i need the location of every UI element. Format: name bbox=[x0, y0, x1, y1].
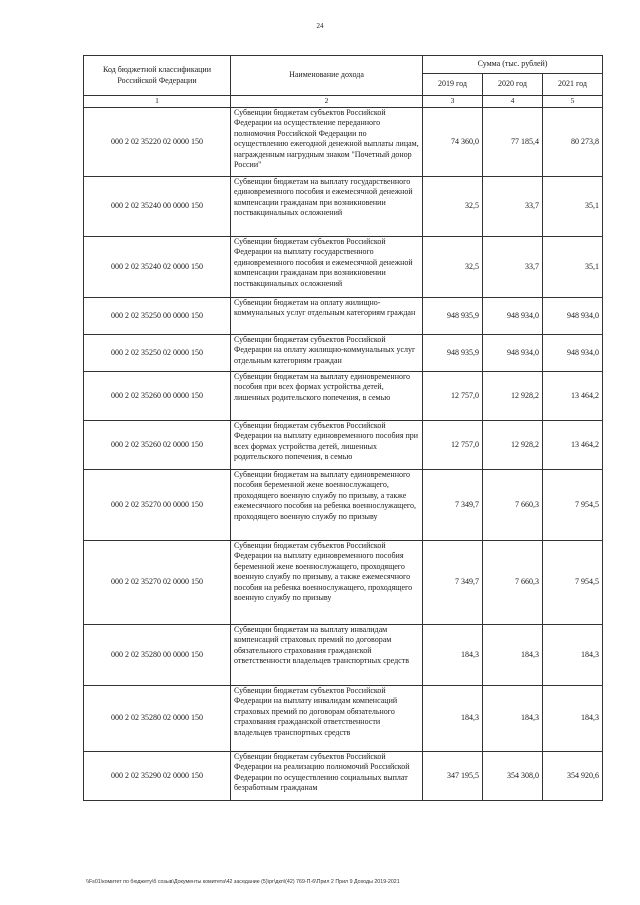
amount-2020: 7 660,3 bbox=[483, 470, 543, 541]
revenue-name: Субвенции бюджетам субъектов Российской Федерации на оплату жилищно-коммунальных услуг отдельным категориям граждан bbox=[231, 335, 423, 372]
amount-2020: 12 928,2 bbox=[483, 372, 543, 421]
amount-2021: 7 954,5 bbox=[543, 470, 603, 541]
column-number: 5 bbox=[543, 96, 603, 108]
page-number: 24 bbox=[316, 22, 324, 30]
revenue-name: Субвенции бюджетам субъектов Российской Федерации на осуществление переданного полномочия Российской Федерации по осуществлению ежегодной денежной выплаты лицам, награжденным нагрудным знаком "Почетный донор России" bbox=[231, 108, 423, 177]
year-2020-header: 2020 год bbox=[483, 74, 543, 96]
amount-2020: 184,3 bbox=[483, 686, 543, 752]
amount-2020: 33,7 bbox=[483, 177, 543, 237]
column-number: 1 bbox=[84, 96, 231, 108]
classification-code: 000 2 02 35250 02 0000 150 bbox=[84, 335, 231, 372]
amount-2019: 347 195,5 bbox=[423, 752, 483, 801]
classification-code: 000 2 02 35290 02 0000 150 bbox=[84, 752, 231, 801]
revenue-name: Субвенции бюджетам на выплату единовременного пособия беременной жене военнослужащего, проходящего военную службу по призыву, а также ежемесячного пособия на ребенка военнослужащего, проходящего военную службу по призыву bbox=[231, 470, 423, 541]
amount-2020: 948 934,0 bbox=[483, 335, 543, 372]
classification-code: 000 2 02 35260 00 0000 150 bbox=[84, 372, 231, 421]
amount-2021: 948 934,0 bbox=[543, 298, 603, 335]
classification-code: 000 2 02 35240 00 0000 150 bbox=[84, 177, 231, 237]
revenue-name: Субвенции бюджетам субъектов Российской Федерации на выплату единовременного пособия при всех формах устройства детей, лишенных родительского попечения, в семью bbox=[231, 421, 423, 470]
column-number: 4 bbox=[483, 96, 543, 108]
amount-2020: 948 934,0 bbox=[483, 298, 543, 335]
amount-2021: 35,1 bbox=[543, 177, 603, 237]
amount-2021: 948 934,0 bbox=[543, 335, 603, 372]
column-number: 3 bbox=[423, 96, 483, 108]
amount-2019: 948 935,9 bbox=[423, 335, 483, 372]
amount-2020: 33,7 bbox=[483, 237, 543, 298]
classification-code: 000 2 02 35280 02 0000 150 bbox=[84, 686, 231, 752]
classification-code: 000 2 02 35240 02 0000 150 bbox=[84, 237, 231, 298]
revenue-name: Субвенции бюджетам на выплату государственного единовременного пособия и ежемесячной денежной компенсации гражданам при возникновении поствакцинальных осложнений bbox=[231, 177, 423, 237]
revenue-name: Субвенции бюджетам на выплату инвалидам компенсаций страховых премий по договорам обязательного страхования гражданской ответственности владельцев транспортных средств bbox=[231, 625, 423, 686]
amount-2019: 184,3 bbox=[423, 686, 483, 752]
table-row bbox=[84, 298, 603, 335]
table-row bbox=[84, 372, 603, 421]
amount-2019: 7 349,7 bbox=[423, 470, 483, 541]
year-2019-header: 2019 год bbox=[423, 74, 483, 96]
amount-2020: 77 185,4 bbox=[483, 108, 543, 177]
code-column-header: Код бюджетной классификации Российской Федерации bbox=[84, 56, 231, 96]
amount-2019: 12 757,0 bbox=[423, 421, 483, 470]
classification-code: 000 2 02 35250 00 0000 150 bbox=[84, 298, 231, 335]
table-row bbox=[84, 237, 603, 298]
amount-2019: 184,3 bbox=[423, 625, 483, 686]
amount-2020: 7 660,3 bbox=[483, 541, 543, 625]
year-2021-header: 2021 год bbox=[543, 74, 603, 96]
amount-2019: 32,5 bbox=[423, 177, 483, 237]
amount-2021: 35,1 bbox=[543, 237, 603, 298]
amount-2020: 12 928,2 bbox=[483, 421, 543, 470]
table-row bbox=[84, 335, 603, 372]
table-row bbox=[84, 177, 603, 237]
amount-2021: 184,3 bbox=[543, 625, 603, 686]
table-row bbox=[84, 686, 603, 752]
table-row bbox=[84, 108, 603, 177]
table-row bbox=[84, 541, 603, 625]
amount-2019: 7 349,7 bbox=[423, 541, 483, 625]
revenue-name: Субвенции бюджетам субъектов Российской Федерации на выплату единовременного пособия беременной жене военнослужащего, проходящего военную службу по призыву, а также ежемесячного пособия на ребенка военнослужащего, проходящего военную службу по призыву bbox=[231, 541, 423, 625]
revenue-name: Субвенции бюджетам субъектов Российской Федерации на выплату инвалидам компенсаций страховых премий по договорам обязательного страхования гражданской ответственности владельцев транспортных средств bbox=[231, 686, 423, 752]
amount-2019: 12 757,0 bbox=[423, 372, 483, 421]
classification-code: 000 2 02 35270 00 0000 150 bbox=[84, 470, 231, 541]
amount-2020: 184,3 bbox=[483, 625, 543, 686]
amount-2020: 354 308,0 bbox=[483, 752, 543, 801]
amount-2021: 354 920,6 bbox=[543, 752, 603, 801]
classification-code: 000 2 02 35260 02 0000 150 bbox=[84, 421, 231, 470]
table-row bbox=[84, 421, 603, 470]
amount-2021: 13 464,2 bbox=[543, 372, 603, 421]
amount-2021: 80 273,8 bbox=[543, 108, 603, 177]
amount-2019: 74 360,0 bbox=[423, 108, 483, 177]
revenue-name: Субвенции бюджетам субъектов Российской Федерации на выплату государственного единовременного пособия и ежемесячной денежной компенсации гражданам при возникновении поствакцинальных осложнений bbox=[231, 237, 423, 298]
classification-code: 000 2 02 35280 00 0000 150 bbox=[84, 625, 231, 686]
revenue-name: Субвенции бюджетам на выплату единовременного пособия при всех формах устройства детей, лишенных родительского попечения, в семью bbox=[231, 372, 423, 421]
table-row bbox=[84, 625, 603, 686]
amount-2019: 32,5 bbox=[423, 237, 483, 298]
amount-2019: 948 935,9 bbox=[423, 298, 483, 335]
amount-2021: 184,3 bbox=[543, 686, 603, 752]
table-row bbox=[84, 752, 603, 801]
amount-2021: 7 954,5 bbox=[543, 541, 603, 625]
classification-code: 000 2 02 35220 02 0000 150 bbox=[84, 108, 231, 177]
amount-2021: 13 464,2 bbox=[543, 421, 603, 470]
revenue-name: Субвенции бюджетам субъектов Российской Федерации на реализацию полномочий Российской Федерации по осуществлению социальных выплат безработным гражданам bbox=[231, 752, 423, 801]
name-column-header: Наименование дохода bbox=[231, 56, 423, 96]
revenue-table bbox=[83, 55, 603, 801]
classification-code: 000 2 02 35270 02 0000 150 bbox=[84, 541, 231, 625]
file-path-footer: \\Fs01\комитет по бюджету\б созыв\Документы комитета\42 заседание (5)\рг\дкп\(42) 769-П-6\Прил 2 Прил 9 Доходы 2019-2021 bbox=[86, 879, 400, 885]
revenue-name: Субвенции бюджетам на оплату жилищно-коммунальных услуг отдельным категориям граждан bbox=[231, 298, 423, 335]
column-number: 2 bbox=[231, 96, 423, 108]
table-row bbox=[84, 470, 603, 541]
sum-column-header: Сумма (тыс. рублей) bbox=[423, 56, 603, 74]
